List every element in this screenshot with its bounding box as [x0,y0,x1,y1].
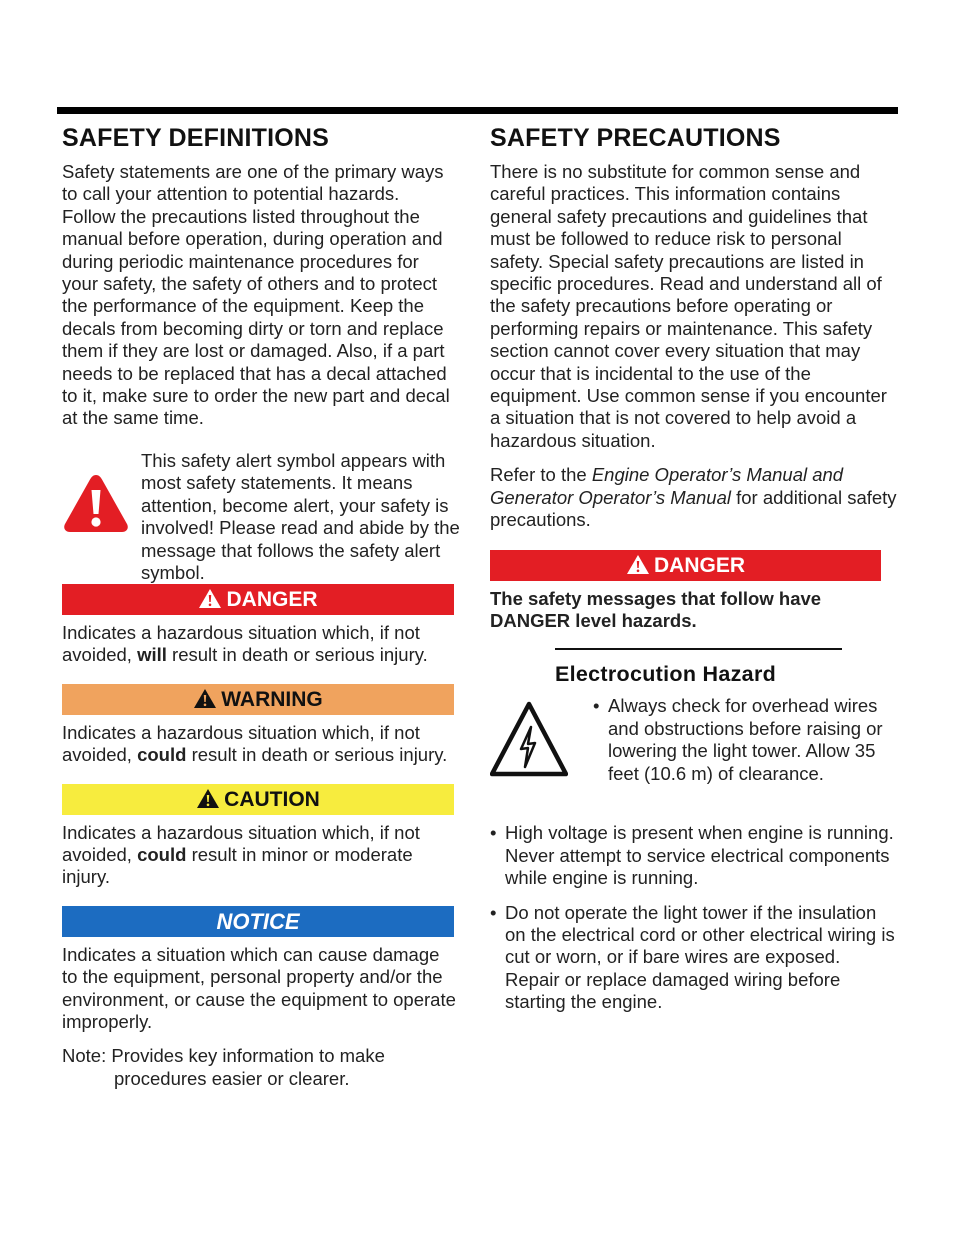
section-divider [555,648,842,650]
caution-banner [62,784,454,815]
safety-precautions-column [485,114,898,1026]
precautions-danger-banner [490,550,881,581]
electrical-hazard-icon [490,701,568,779]
refer-text: Refer to the Engine Operator’s Manual and Generator Operator’s Manual for additional safety precautions. [490,464,897,531]
safety-alert-icon [62,472,130,534]
warning-banner [62,684,454,715]
precautions-danger-label: DANGER [653,553,745,577]
notice-banner [62,906,454,937]
note-text: Note: Provides key information to make procedures easier or clearer. [62,1045,385,1089]
bullet-damaged-wiring: • Do not operate the light tower if the insulation on the electrical cord or other electrical wiring is cut or worn, or if bare wires are exposed. Repair or replace damaged wiring before starting the engine. [490,901,895,1013]
warning-label: WARNING [221,687,323,711]
electrocution-bullets [485,822,898,1013]
bullet-high-voltage: • High voltage is present when engine is running. Never attempt to service electrical components while engine is running. [490,822,894,889]
definitions-intro: Safety statements are one of the primary ways to call your attention to potential hazards. Follow the precautions listed throughout the manual before operation, during operation and during periodic maintenance procedures for your safety, the safety of others and to protect the performance of the equipment. Keep the decals from becoming dirty or torn and replace them if they are lost or damaged. Also, if a part needs to be replaced that has a decal attached to it, make sure to order the new part and decal at the same time. [62,161,450,429]
danger-label: DANGER [226,587,318,611]
top-rule [57,107,898,114]
caution-description: Indicates a hazardous situation which, if not avoided, could result in minor or moderate injury. [62,821,420,888]
bullet-overhead-wires: • Always check for overhead wires and obstructions before raising or lowering the light tower. Allow 35 feet (10.6 m) of clearance. [593,695,883,784]
danger-description: Indicates a hazardous situation which, if not avoided, will result in death or serious injury. [62,621,428,666]
caution-label: CAUTION [224,787,320,811]
danger-banner [62,584,454,615]
precautions-intro: There is no substitute for common sense and careful practices. This information contains general safety precautions and guidelines that must be followed to reduce risk to personal safety. Special safety precautions are listed in specific procedures. Read and understand all of the safety precautions before operating or performing repairs or maintenance. This safety section cannot cover every situation that may occur that is incidental to the use of the equipment. Use common sense if you encounter a situation that is not covered to help avoid a hazardous situation. [490,161,887,451]
electrocution-hazard-heading: Electrocution Hazard [555,662,777,687]
alert-triangle-icon [626,554,650,575]
electrocution-row [485,695,898,810]
alert-symbol-row [57,449,460,583]
notice-description: Indicates a situation which can cause damage to the equipment, personal property and/or the environment, or cause the equipment to operate improperly. [62,943,456,1032]
warning-description: Indicates a hazardous situation which, if not avoided, could result in death or serious injury. [62,721,448,766]
alert-triangle-icon [198,588,222,609]
safety-definitions-heading: SAFETY DEFINITIONS [62,124,330,152]
alert-symbol-text: This safety alert symbol appears with most safety statements. It means attention, become alert, your safety is involved! Please read and abide by the message that follows the safety alert symbol. [141,449,460,583]
alert-triangle-icon [196,788,220,809]
safety-precautions-heading: SAFETY PRECAUTIONS [490,124,781,152]
danger-level-message: The safety messages that follow have DANGER level hazards. [490,587,822,631]
notice-label: NOTICE [216,908,300,934]
alert-triangle-icon [193,688,217,709]
safety-definitions-column [57,114,460,1090]
